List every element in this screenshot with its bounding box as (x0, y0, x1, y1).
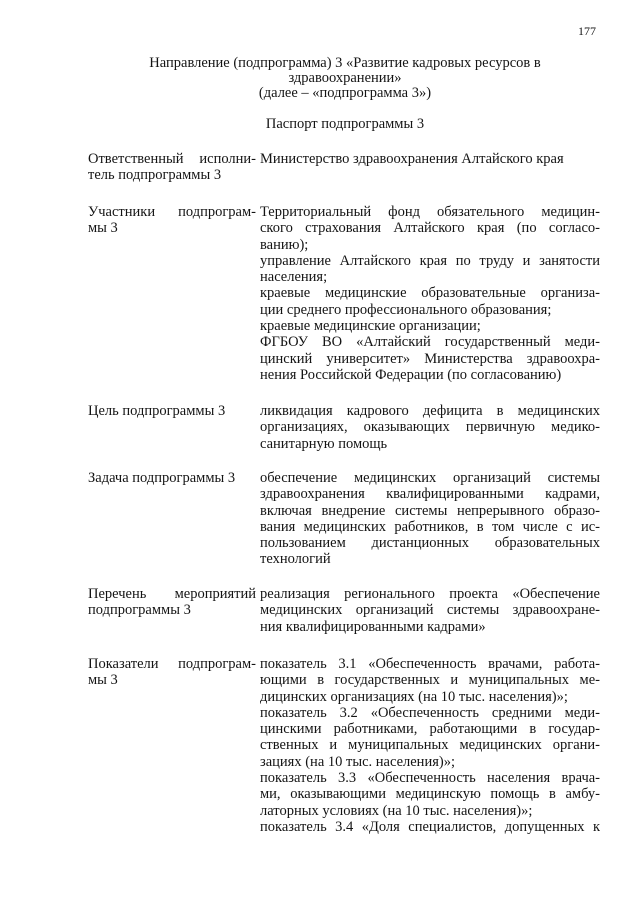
row-value (260, 586, 600, 635)
value-line: ственных и муниципальных медицинских органи- (260, 737, 600, 754)
heading-line-1: Направление (подпрограмма) 3 «Развитие кадровых ресурсов в (149, 55, 541, 71)
value-line: ского страхования Алтайского края (по согласо- (260, 220, 600, 237)
value-line: ющими в государственных и муниципальных ме- (260, 672, 600, 689)
label-line: подпрограммы 3 (88, 602, 191, 619)
label-line: Перечень мероприятий (88, 586, 256, 602)
label-line: Ответственный исполни- (88, 151, 256, 167)
row-value (260, 151, 600, 167)
value-line: нения Российской Федерации (по согласованию) (260, 366, 562, 383)
value-line: населения; (260, 269, 328, 286)
value-line: дицинских организациях (на 10 тыс. населения)»; (260, 688, 568, 705)
label-line: Участники подпрограм- (88, 204, 256, 220)
row-label (88, 151, 256, 184)
row-value (260, 470, 600, 568)
value-line: здравоохранения квалифицированными кадрами, (260, 486, 600, 503)
value-line: санитарную помощь (260, 435, 388, 452)
value-line: пользованием дистанционных образовательных (260, 535, 600, 552)
value-line: ции среднего профессионального образования; (260, 301, 552, 318)
value-line: показатель 3.4 «Доля специалистов, допущенных к (260, 818, 600, 835)
value-line: показатель 3.3 «Обеспеченность населения врача- (260, 770, 600, 787)
value-line: ванию); (260, 236, 309, 253)
value-line: цинский университет» Министерства здравоохра- (260, 350, 600, 367)
row-label (88, 470, 256, 486)
value-line: реализация регионального проекта «Обеспечение (260, 586, 600, 602)
value-line: организациях, оказывающих первичную медико- (260, 419, 600, 436)
value-line: ФГБОУ ВО «Алтайский государственный меди- (260, 334, 600, 351)
label-line: мы 3 (88, 220, 118, 237)
row-value (260, 656, 600, 835)
value-line: ликвидация кадрового дефицита в медицинских (260, 403, 600, 419)
value-line: зациях (на 10 тыс. населения)»; (260, 753, 455, 770)
row-label (88, 656, 256, 689)
label-line: мы 3 (88, 672, 118, 689)
value-line: Министерство здравоохранения Алтайского края (260, 151, 564, 167)
row-value (260, 204, 600, 383)
value-line: показатель 3.1 «Обеспеченность врачами, работа- (260, 656, 600, 672)
value-line: медицинских организаций системы здравоохране- (260, 602, 600, 619)
value-line: цинскими работниками, работающими в государ- (260, 721, 600, 738)
label-line: Задача подпрограммы 3 (88, 470, 236, 486)
value-line: Территориальный фонд обязательного медицин- (260, 204, 600, 220)
value-line: технологий (260, 551, 331, 568)
value-line: ми, оказывающими медицинскую помощь в амбу- (260, 786, 600, 803)
section-heading (90, 56, 600, 101)
value-line: обеспечение медицинских организаций системы (260, 470, 600, 486)
value-line: вания медицинских работников, в том числе с ис- (260, 518, 600, 535)
label-line: тель подпрограммы 3 (88, 167, 222, 184)
heading-line-2: здравоохранении» (288, 70, 402, 86)
row-label (88, 204, 256, 237)
passport-title: Паспорт подпрограммы 3 (265, 116, 425, 132)
row-label (88, 403, 256, 419)
value-line: ния квалифицированными кадрами» (260, 618, 486, 635)
value-line: включая внедрение системы непрерывного образо- (260, 502, 600, 519)
row-label (88, 586, 256, 619)
value-line: краевые медицинские образовательные организа- (260, 285, 600, 302)
value-line: краевые медицинские организации; (260, 318, 481, 335)
value-line: показатель 3.2 «Обеспеченность средними меди- (260, 704, 600, 721)
row-value (260, 403, 600, 452)
value-line: латорных условиях (на 10 тыс. населения)»; (260, 802, 533, 819)
label-line: Цель подпрограммы 3 (88, 403, 226, 419)
value-line: управление Алтайского края по труду и занятости (260, 252, 600, 269)
page-number: 177 (578, 24, 596, 38)
label-line: Показатели подпрограм- (88, 656, 256, 672)
heading-line-3: (далее – «подпрограмма 3») (258, 85, 432, 101)
